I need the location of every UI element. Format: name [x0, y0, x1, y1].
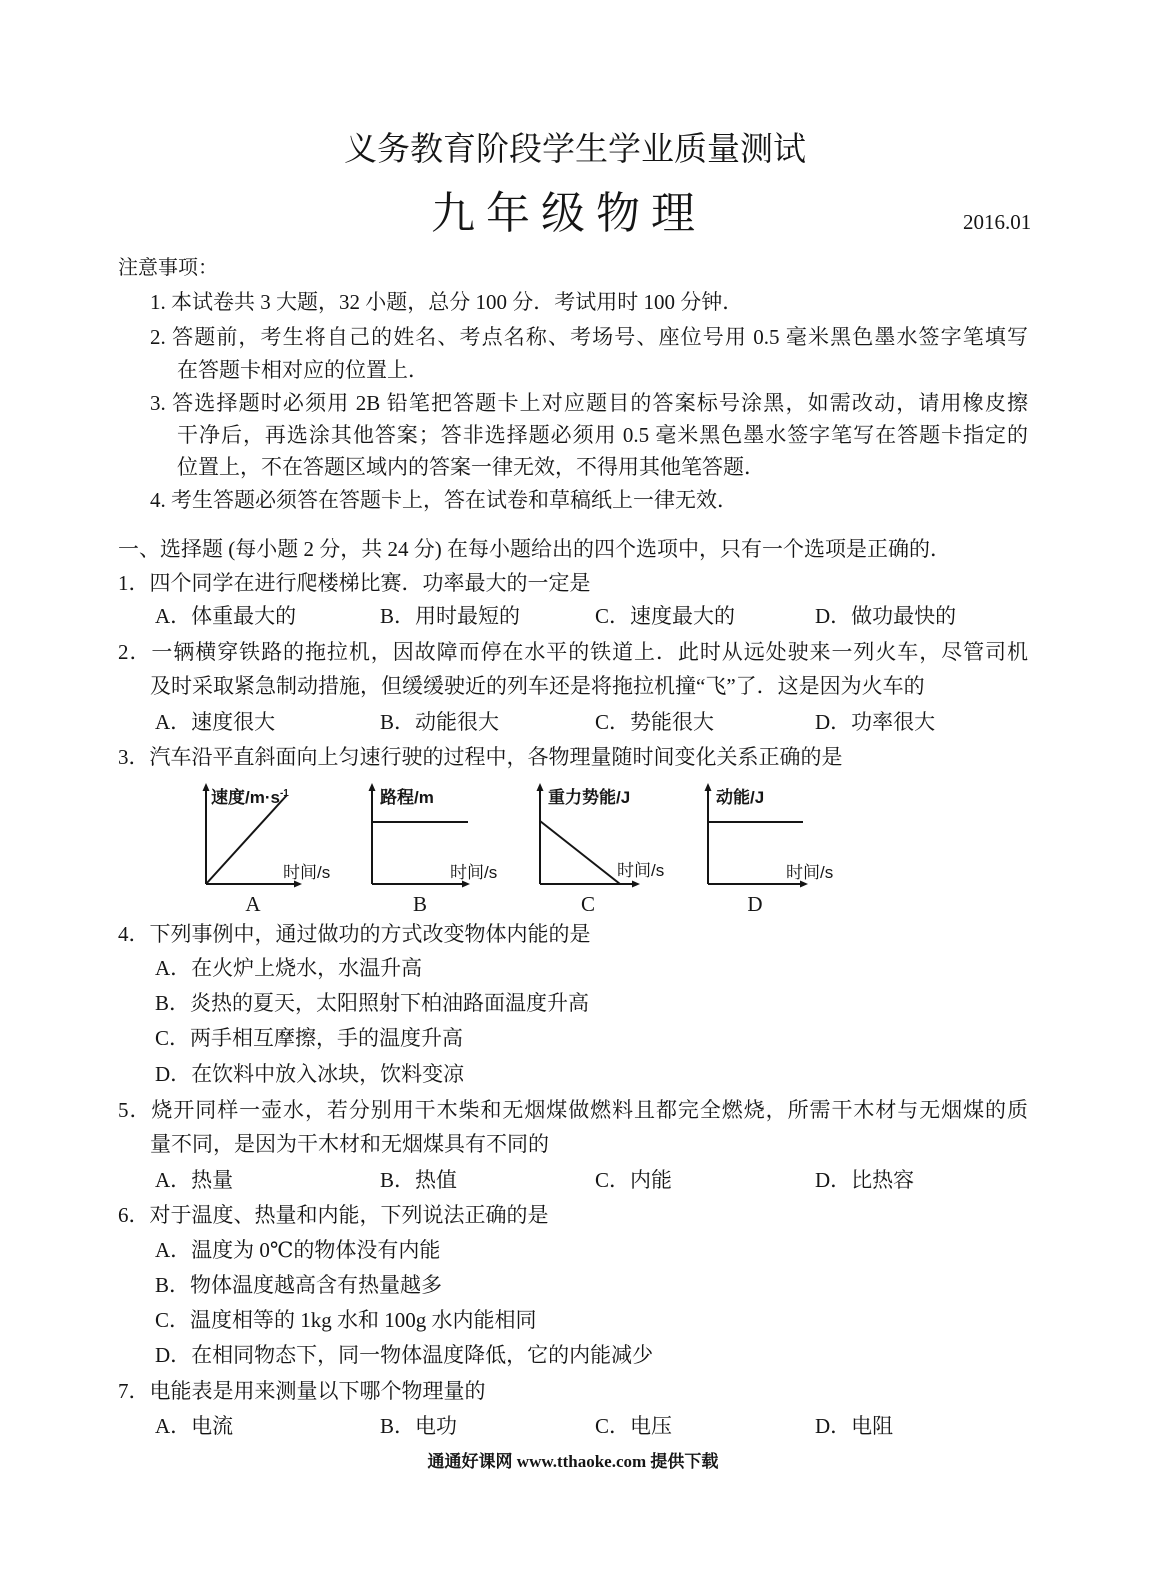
graph-c-curve [540, 821, 620, 884]
question-7-stem: 7．电能表是用来测量以下哪个物理量的 [118, 1379, 486, 1403]
exam-subtitle: 义务教育阶段学生学业质量测试 [344, 132, 806, 168]
question-1-option-c: C．速度最大的 [595, 604, 736, 628]
graph-a-curve [206, 795, 287, 884]
question-6-stem: 6．对于温度、热量和内能，下列说法正确的是 [118, 1203, 549, 1227]
question-3-graphs [0, 775, 1152, 920]
question-4-option-c: C．两手相互摩擦，手的温度升高 [155, 1026, 464, 1050]
graph-b-y-label: 路程/m [380, 788, 434, 807]
question-2-stem-line-1: 2．一辆横穿铁路的拖拉机，因故障而停在水平的铁道上．此时从远处驶来一列火车，尽管司机 [118, 640, 1028, 664]
question-4-option-b: B．炎热的夏天，太阳照射下柏油路面温度升高 [155, 991, 590, 1015]
graph-c-x-arrow [632, 881, 640, 888]
question-4-option-d: D．在饮料中放入冰块，饮料变凉 [155, 1062, 465, 1086]
question-1-stem: 1．四个同学在进行爬楼梯比赛．功率最大的一定是 [118, 571, 591, 595]
graph-b [369, 783, 498, 916]
graph-a-y-label [211, 787, 289, 807]
notice-item-2-line-2: 在答题卡相对应的位置上． [177, 358, 429, 382]
question-2-option-c: C．势能很大 [595, 710, 715, 734]
graph-c-y-label: 重力势能/J [548, 788, 631, 807]
graph-b-letter: B [412, 892, 428, 916]
graph-d-y-arrow [705, 783, 712, 791]
graph-c-y-arrow [537, 783, 544, 791]
question-1-option-b: B．用时最短的 [380, 604, 521, 628]
question-2-option-d: D．功率很大 [815, 710, 936, 734]
graph-a-y-label-main: 速度/m·s [211, 788, 280, 807]
graph-c-letter: C [580, 892, 596, 916]
exam-title: 九 年 级 物 理 [431, 189, 695, 238]
notice-item-3-line-1: 3. 答选择题时必须用 2B 铅笔把答题卡上对应题目的答案标号涂黑，如需改动，请用橡皮擦 [150, 391, 1028, 415]
question-7-option-c: C．电压 [595, 1414, 673, 1438]
question-7-option-b: B．电功 [380, 1414, 458, 1438]
question-1-option-a: A．体重最大的 [155, 604, 297, 628]
graph-d [705, 783, 834, 916]
question-4-option-a: A．在火炉上烧水，水温升高 [155, 956, 423, 980]
question-5-option-d: D．比热容 [815, 1168, 915, 1192]
question-5-option-c: C．内能 [595, 1168, 673, 1192]
question-2-option-b: B．动能很大 [380, 710, 500, 734]
question-6-option-c: C．温度相等的 1kg 水和 100g 水内能相同 [155, 1308, 537, 1332]
notice-item-3-line-3: 位置上，不在答题区域内的答案一律无效，不得用其他笔答题． [177, 455, 765, 479]
notice-heading: 注意事项： [118, 257, 218, 279]
question-4-stem: 4．下列事例中，通过做功的方式改变物体内能的是 [118, 922, 591, 946]
question-5-option-b: B．热值 [380, 1168, 458, 1192]
graph-b-x-label: 时间/s [450, 863, 498, 882]
question-6-option-b: B．物体温度越高含有热量越多 [155, 1273, 443, 1297]
graph-b-y-arrow [369, 783, 376, 791]
graph-a-x-label: 时间/s [283, 863, 331, 882]
graph-a-letter: A [245, 892, 261, 916]
notice-item-1: 1. 本试卷共 3 大题，32 小题，总分 100 分．考试用时 100 分钟． [150, 290, 744, 314]
notice-item-4: 4. 考生答题必须答在答题卡上，答在试卷和草稿纸上一律无效． [150, 488, 738, 512]
graph-a [203, 783, 331, 916]
graph-a-y-label-sup: -1 [279, 788, 289, 799]
question-1-option-d: D．做功最快的 [815, 604, 957, 628]
question-2-stem-line-2: 及时采取紧急制动措施，但缓缓驶近的列车还是将拖拉机撞“飞”了．这是因为火车的 [150, 674, 925, 698]
question-7-option-a: A．电流 [155, 1414, 234, 1438]
exam-date: 2016.01 [963, 210, 1032, 234]
graph-d-letter: D [747, 892, 763, 916]
notice-item-3-line-2: 干净后，再选涂其他答案；答非选择题必须用 0.5 毫米黑色墨水签字笔写在答题卡指定的 [177, 423, 1028, 447]
question-2-option-a: A．速度很大 [155, 710, 276, 734]
graph-d-y-label: 动能/J [716, 788, 765, 807]
graph-a-y-arrow [203, 783, 210, 791]
section-1-heading: 一、选择题 (每小题 2 分，共 24 分) 在每小题给出的四个选项中，只有一个选项是正确的． [118, 537, 951, 561]
page-footer: 通通好课网 www.tthaoke.com 提供下载 [427, 1452, 719, 1471]
question-5-stem-line-1: 5．烧开同样一壶水，若分别用干木柴和无烟煤做燃料且都完全燃烧，所需干木材与无烟煤的质 [118, 1098, 1028, 1122]
graph-c-x-label: 时间/s [617, 861, 665, 880]
question-5-stem-line-2: 量不同，是因为干木材和无烟煤具有不同的 [150, 1132, 549, 1156]
notice-item-2-line-1: 2. 答题前，考生将自己的姓名、考点名称、考场号、座位号用 0.5 毫米黑色墨水签字笔填写 [150, 325, 1028, 349]
question-6-option-a: A．温度为 0℃的物体没有内能 [155, 1238, 441, 1262]
graph-c [537, 783, 665, 916]
question-7-option-d: D．电阻 [815, 1414, 894, 1438]
question-6-option-d: D．在相同物态下，同一物体温度降低，它的内能减少 [155, 1343, 654, 1367]
question-5-option-a: A．热量 [155, 1168, 234, 1192]
question-3-stem: 3．汽车沿平直斜面向上匀速行驶的过程中，各物理量随时间变化关系正确的是 [118, 745, 843, 769]
graph-d-x-label: 时间/s [786, 863, 834, 882]
